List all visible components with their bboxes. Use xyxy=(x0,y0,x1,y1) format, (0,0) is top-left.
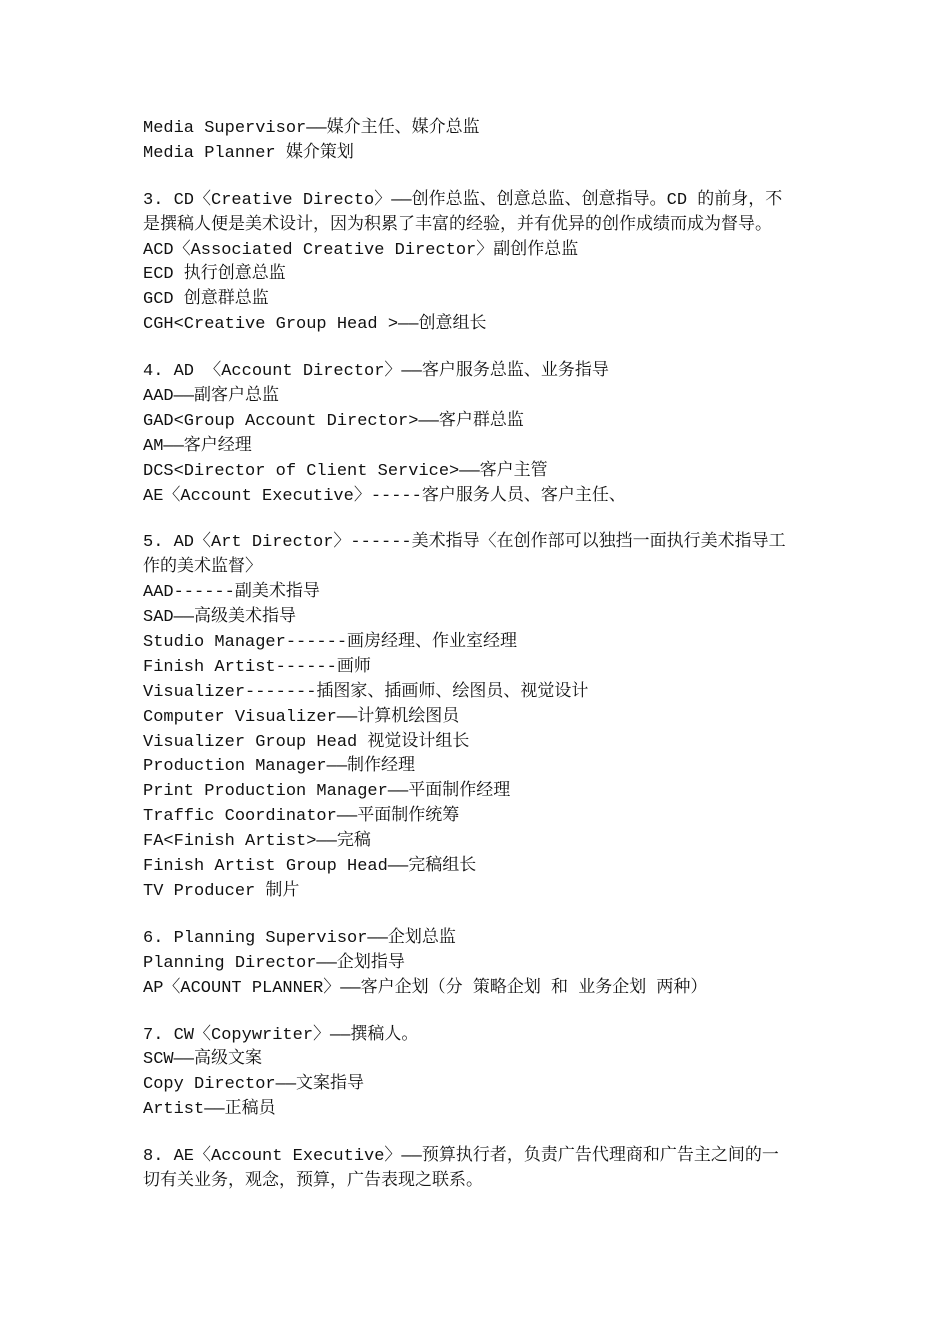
text-line: ECD 执行创意总监 xyxy=(143,265,286,285)
text-line: Planning Director——企划指导 xyxy=(143,953,405,973)
text-line: Media Planner 媒介策划 xyxy=(143,143,354,163)
text-line: 作的美术监督〉 xyxy=(143,558,262,578)
text-line: AAD——副客户总监 xyxy=(143,387,280,407)
text-line: Visualizer Group Head 视觉设计组长 xyxy=(143,732,470,752)
paragraph-media xyxy=(143,117,843,167)
text-line: SCW——高级文案 xyxy=(143,1050,263,1070)
paragraph-copywriter xyxy=(143,1024,843,1124)
text-line: 切有关业务，观念，预算，广告表现之联系。 xyxy=(143,1171,483,1191)
text-line: AM——客户经理 xyxy=(143,436,252,456)
text-line: TV Producer 制片 xyxy=(143,881,300,901)
text-line: 是撰稿人便是美术设计，因为积累了丰富的经验，并有优异的创作成绩而成为督导。 xyxy=(143,215,772,235)
text-line: 5. AD〈Art Director〉------美术指导〈在创作部可以独挡一面执行美术指导工 xyxy=(143,533,786,553)
text-line: ACD〈Associated Creative Director〉副创作总监 xyxy=(143,240,579,260)
text-line: Media Supervisor——媒介主任、媒介总监 xyxy=(143,119,480,138)
text-line: 6. Planning Supervisor——企划总监 xyxy=(143,928,456,948)
paragraph-art-director xyxy=(143,531,843,904)
text-line: 4. AD 〈Account Director〉——客户服务总监、业务指导 xyxy=(143,362,609,382)
text-line: DCS<Director of Client Service>——客户主管 xyxy=(143,461,548,481)
paragraph-account-director xyxy=(143,360,843,509)
text-line: 7. CW〈Copywriter〉——撰稿人。 xyxy=(143,1025,419,1045)
paragraph-cd xyxy=(143,189,843,338)
text-line: CGH<Creative Group Head >——创意组长 xyxy=(143,315,487,335)
text-line: Print Production Manager——平面制作经理 xyxy=(143,782,511,802)
text-line: Visualizer-------插图家、插画师、绘图员、视觉设计 xyxy=(143,682,589,702)
paragraph-account-executive xyxy=(143,1145,843,1195)
text-line: Artist——正稿员 xyxy=(143,1100,276,1120)
text-line: 3. CD〈Creative Directo〉——创作总监、创意总监、创意指导。CD 的前身，不 xyxy=(143,190,783,210)
document-page xyxy=(143,117,843,1195)
text-line: Production Manager——制作经理 xyxy=(143,757,416,777)
text-line: SAD——高级美术指导 xyxy=(143,608,297,628)
text-line: AP〈ACOUNT PLANNER〉——客户企划（分 策略企划 和 业务企划 两种） xyxy=(143,978,708,998)
paragraph-planning xyxy=(143,927,843,1002)
text-line: GAD<Group Account Director>——客户群总监 xyxy=(143,411,524,431)
text-line: AE〈Account Executive〉-----客户服务人员、客户主任、 xyxy=(143,486,626,506)
text-line: Studio Manager------画房经理、作业室经理 xyxy=(143,633,518,653)
text-line: AAD------副美术指导 xyxy=(143,583,320,603)
text-line: GCD 创意群总监 xyxy=(143,290,269,310)
text-line: Copy Director——文案指导 xyxy=(143,1075,365,1095)
text-line: Finish Artist Group Head——完稿组长 xyxy=(143,857,477,877)
text-line: 8. AE〈Account Executive〉——预算执行者，负责广告代理商和广告主之间的一 xyxy=(143,1147,779,1167)
text-line: Finish Artist------画师 xyxy=(143,657,371,677)
text-line: Computer Visualizer——计算机绘图员 xyxy=(143,707,460,727)
text-line: Traffic Coordinator——平面制作统筹 xyxy=(143,807,460,827)
text-line: FA<Finish Artist>——完稿 xyxy=(143,832,371,852)
